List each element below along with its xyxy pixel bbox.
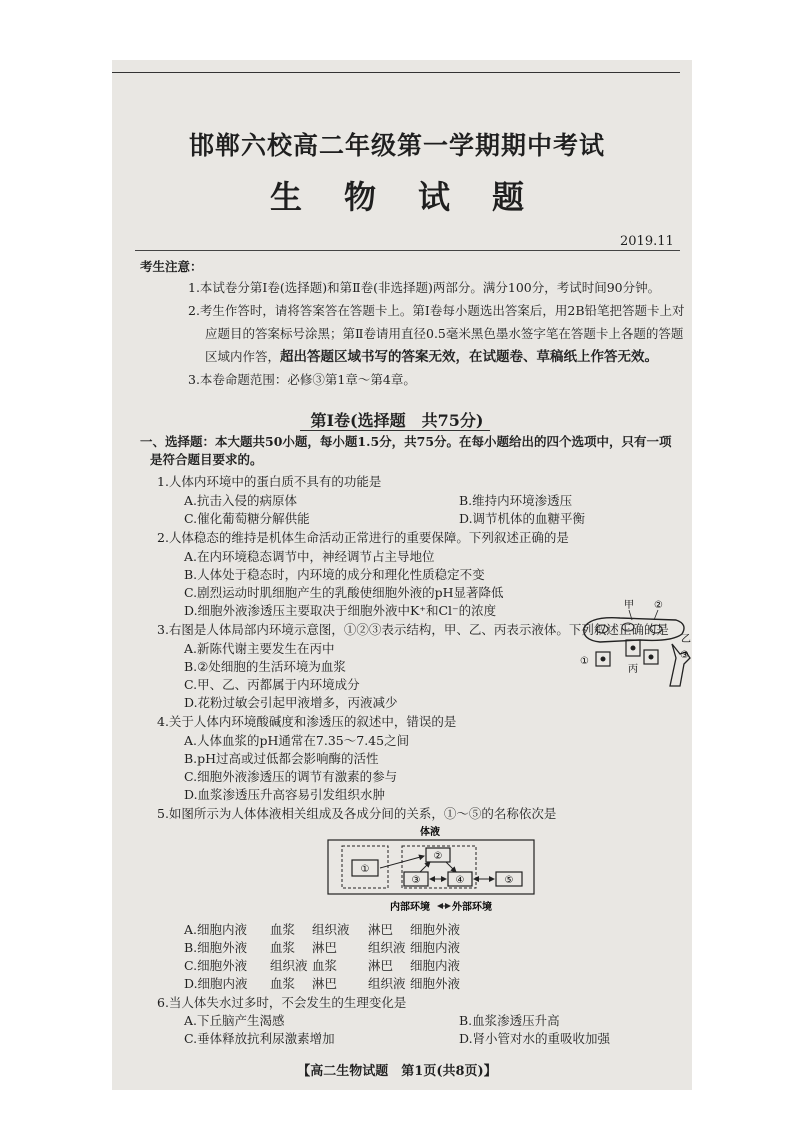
blood-cell <box>650 625 662 633</box>
q4-option-a: A.人体血浆的pH通常在7.35～7.45之间 <box>184 733 410 748</box>
box-4-label: ④ <box>455 875 465 886</box>
q1-option-d: D.调节机体的血糖平衡 <box>459 511 586 526</box>
notice-warning: 超出答题区域书写的答案无效，在试题卷、草稿纸上作答无效。 <box>280 349 659 365</box>
arrow <box>420 862 430 872</box>
body-fluid-diagram <box>320 824 540 920</box>
label-yi: 乙 <box>681 634 691 645</box>
q1-option-a: A.抗击入侵的病原体 <box>184 493 298 508</box>
q3-option-a: A.新陈代谢主要发生在丙中 <box>184 641 335 656</box>
blood-cell <box>622 623 634 631</box>
cell-nucleus <box>631 646 636 651</box>
notice-item: 2.考生作答时，请将答案答在答题卡上。第Ⅰ卷每小题选出答案后，用2B铅笔把答题卡上对 <box>188 303 685 318</box>
q5-option-d: D.细胞内液 血浆 淋巴 组织液 细胞外液 <box>184 976 461 991</box>
q6-option-d: D.肾小管对水的重吸收加强 <box>459 1031 611 1046</box>
diagram-top-label: 体液 <box>420 827 440 838</box>
q5-option-a: A.细胞内液 血浆 组织液 淋巴 细胞外液 <box>184 922 461 937</box>
instructions-line: 一、选择题：本大题共50小题，每小题1.5分，共75分。在每小题给出的四个选项中，只有一项 <box>140 434 672 449</box>
q4-option-b: B.pH过高或过低都会影响酶的活性 <box>184 751 379 766</box>
section-underline <box>300 430 490 431</box>
label-3: ③ <box>680 650 689 661</box>
q2-option-a: A.在内环境稳态调节中，神经调节占主导地位 <box>184 549 435 564</box>
notice-item: 1.本试卷分第Ⅰ卷(选择题)和第Ⅱ卷(非选择题)两部分。满分100分，考试时间90分钟。 <box>188 280 661 295</box>
arrow <box>446 862 456 872</box>
q6-option-c: C.垂体释放抗利尿激素增加 <box>184 1031 335 1046</box>
external-env-label: 外部环境 <box>452 902 492 913</box>
cell-nucleus <box>649 655 654 660</box>
q2-option-b: B.人体处于稳态时，内环境的成分和理化性质稳定不变 <box>184 567 485 582</box>
q3-option-b: B.②处细胞的生活环境为血浆 <box>184 659 346 674</box>
top-rule <box>112 72 680 73</box>
q6-stem: 6.当人体失水过多时，不会发生的生理变化是 <box>157 995 407 1010</box>
q6-option-a: A.下丘脑产生渴感 <box>184 1013 285 1028</box>
notice-heading: 考生注意： <box>140 259 203 274</box>
q5-option-c: C.细胞外液 组织液 血浆 淋巴 细胞内液 <box>184 958 461 973</box>
q2-option-c: C.剧烈运动时肌细胞产生的乳酸使细胞外液的pH显著降低 <box>184 585 504 600</box>
label-jia: 甲 <box>624 600 634 611</box>
q2-stem: 2.人体稳态的维持是机体生命活动正常进行的重要保障。下列叙述正确的是 <box>157 530 569 545</box>
instructions-line: 是符合题目要求的。 <box>150 452 263 467</box>
q3-option-c: C.甲、乙、丙都属于内环境成分 <box>184 677 360 692</box>
label-1: ① <box>580 656 589 667</box>
q5-option-b: B.细胞外液 血浆 淋巴 组织液 细胞内液 <box>184 940 461 955</box>
internal-env-label: 内部环境 <box>390 902 430 913</box>
subject-title: 生物试题 <box>269 178 566 216</box>
cell-nucleus <box>601 657 606 662</box>
blood-cell <box>596 625 608 633</box>
q4-option-c: C.细胞外液渗透压的调节有激素的参与 <box>184 769 398 784</box>
q5-stem: 5.如图所示为人体体液相关组成及各成分间的关系，①～⑤的名称依次是 <box>157 806 557 821</box>
label-bing: 丙 <box>628 664 638 675</box>
notice-item: 应题目的答案标号涂黑；第Ⅱ卷请用直径0.5毫米黑色墨水签字笔在答题卡上各题的答题 <box>205 326 684 341</box>
box-5-label: ⑤ <box>504 875 514 886</box>
q4-option-d: D.血浆渗透压升高容易引发组织水肿 <box>184 787 386 802</box>
q1-stem: 1.人体内环境中的蛋白质不具有的功能是 <box>157 474 382 489</box>
box-2-label: ② <box>433 851 443 862</box>
exam-title: 邯郸六校高二年级第一学期期中考试 <box>188 131 605 160</box>
q1-option-c: C.催化葡萄糖分解供能 <box>184 511 310 526</box>
q6-option-b: B.血浆渗透压升高 <box>459 1013 560 1028</box>
notice-item: 3.本卷命题范围：必修③第1章～第4章。 <box>188 372 416 387</box>
capillary-outline <box>584 618 684 642</box>
label-2: ② <box>654 600 663 611</box>
page-footer: 【高二生物试题 第1页(共8页)】 <box>297 1064 497 1079</box>
leader-line <box>654 610 658 620</box>
exam-date: 2019.11 <box>620 234 674 249</box>
q3-stem: 3.右图是人体局部内环境示意图，①②③表示结构，甲、乙、丙表示液体。下列叙述正确的是 <box>157 622 669 637</box>
q2-option-d: D.细胞外液渗透压主要取决于细胞外液中K⁺和Cl⁻的浓度 <box>184 603 497 618</box>
q3-option-d: D.花粉过敏会引起甲液增多，丙液减少 <box>184 695 398 710</box>
notice-item: 区域内作答， <box>205 349 281 364</box>
box-3-label: ③ <box>411 875 421 886</box>
q1-option-b: B.维持内环境渗透压 <box>459 493 573 508</box>
q4-stem: 4.关于人体内环境酸碱度和渗透压的叙述中，错误的是 <box>157 714 457 729</box>
section-heading: 第Ⅰ卷(选择题 共75分) <box>310 411 484 430</box>
header-divider <box>135 250 680 251</box>
tissue-diagram <box>580 598 692 690</box>
box-1-label: ① <box>360 864 370 875</box>
